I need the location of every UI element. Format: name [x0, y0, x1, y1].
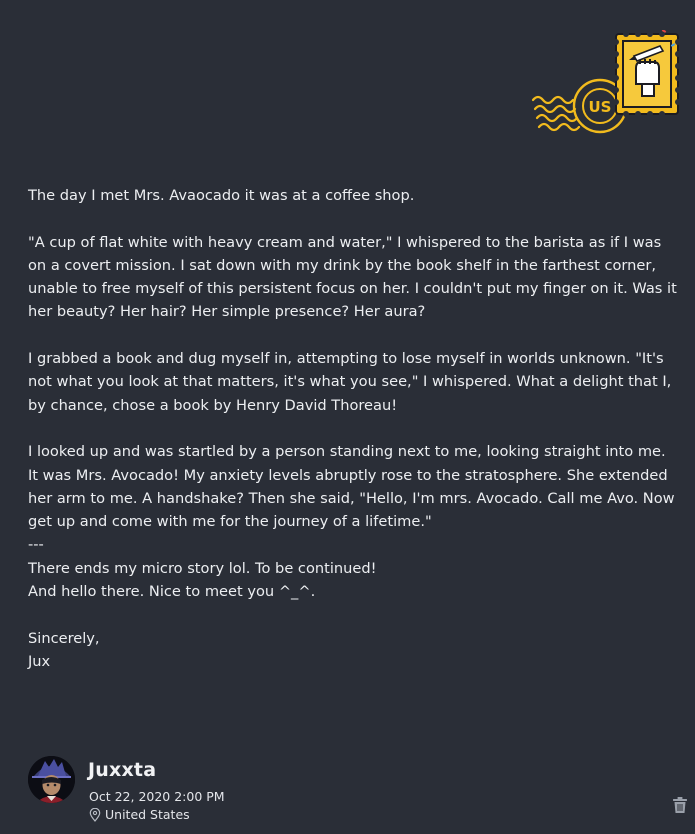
letter-paragraph-2: "A cup of flat white with heavy cream and water," I whispered to the barista as if I was on a covert mission. I sat down with my drink by the book shelf in the farthest corner, unable to free myself of this persistent focus on her. I couldn't put my finger on it. Was it her beauty? Her hair? Her simple presence? Her aura?	[28, 233, 682, 321]
letter-body	[28, 184, 680, 673]
author-block	[28, 756, 688, 826]
letter-paragraph-1: The day I met Mrs. Avaocado it was at a coffee shop.	[28, 187, 415, 204]
letter-signoff: Sincerely, Jux	[28, 629, 100, 670]
postmark-text: US	[588, 98, 612, 116]
author-name[interactable]: Juxxta	[88, 759, 157, 781]
trash-icon[interactable]	[672, 796, 688, 814]
author-location	[89, 807, 190, 822]
author-location-text: United States	[105, 807, 190, 822]
letter-paragraph-3: I grabbed a book and dug myself in, attempting to lose myself in worlds unknown. "It's not what you look at that matters, it's what you see," I whispered. What a delight that I, by chance, chose a book by Henry David Thoreau!	[28, 350, 676, 414]
stamp-postmark-icon	[530, 30, 690, 140]
avatar-illustration-icon	[28, 756, 75, 803]
post-date: Oct 22, 2020 2:00 PM	[89, 789, 225, 804]
location-pin-icon	[89, 808, 101, 822]
letter-paragraph-4: I looked up and was startled by a person standing next to me, looking straight into me. It was Mrs. Avocado! My anxiety levels abruptly rose to the stratosphere. She extended her arm to me. A handshake? Then she said, "Hello, I'm mrs. Avocado. Call me Avo. Now get up and come with me for the journey of a lifetime." --- There ends my micro story lol. To be continued! And hello there. Nice to meet you ^_^.	[28, 443, 675, 601]
avatar[interactable]	[28, 756, 75, 803]
